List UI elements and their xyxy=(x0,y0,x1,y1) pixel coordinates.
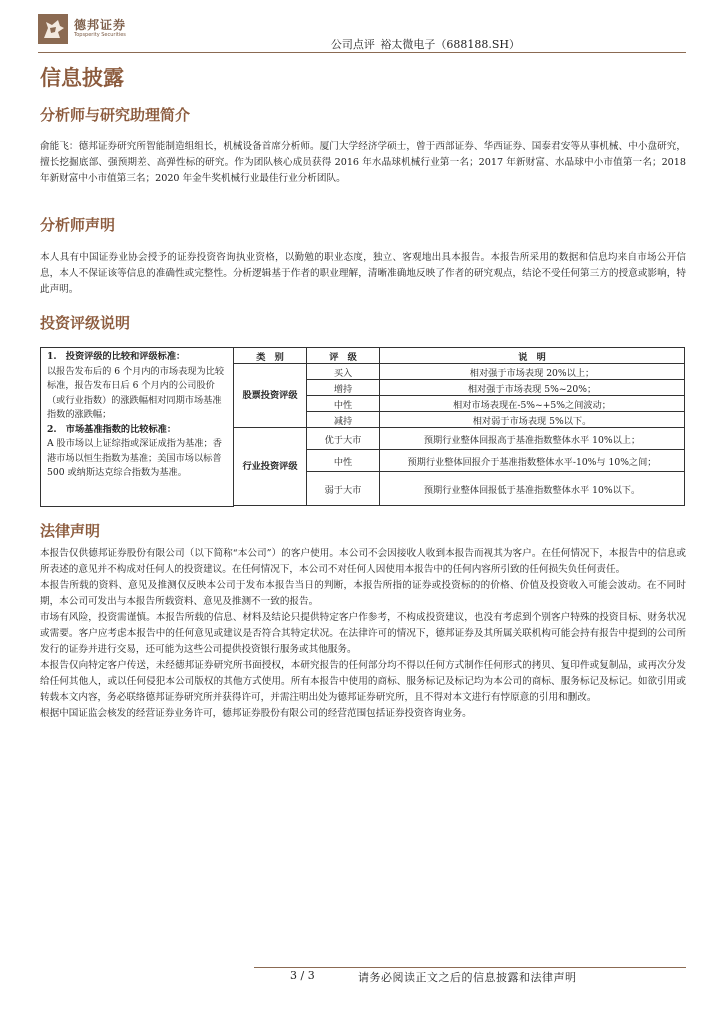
criteria-heading-2: 2. 市场基准指数的比较标准： xyxy=(47,423,177,435)
criteria-text-2: A 股市场以上证综指或深证成指为基准；香港市场以恒生指数为基准；美国市场以标普 500 或纳斯达克综合指数为基准。 xyxy=(47,438,222,478)
legal-paragraph: 根据中国证监会核发的经营证券业务许可，德邦证券股份有限公司的经营范围包括证券投资咨询业务。 xyxy=(40,708,472,719)
page-title: 信息披露 xyxy=(40,65,124,90)
report-header xyxy=(329,36,520,52)
brand-name-en: Topsperity Securities xyxy=(74,32,126,38)
footer-divider xyxy=(254,967,686,968)
company-name: 裕太微电子 xyxy=(380,38,436,51)
stock-grade-underweight: 减持 xyxy=(307,412,380,428)
industry-rating-category: 行业投资评级 xyxy=(234,428,307,506)
analyst-intro-text xyxy=(40,139,686,187)
industry-grade-outperform: 优于大市 xyxy=(307,428,380,450)
analyst-statement-text xyxy=(40,250,686,298)
stock-grade-overweight: 增持 xyxy=(307,380,380,396)
rating-criteria-cell xyxy=(41,348,234,507)
header-divider xyxy=(38,52,686,53)
analyst-intro-title: 分析师与研究助理简介 xyxy=(40,106,191,124)
brand-name-cn: 德邦证券 xyxy=(74,18,127,32)
brand-logo xyxy=(38,14,148,44)
stock-desc-overweight: 相对强于市场表现 5%~20%； xyxy=(380,380,685,396)
criteria-heading-1: 1. 投资评级的比较和评级标准： xyxy=(47,351,186,362)
column-header-grade: 评 级 xyxy=(307,348,380,364)
column-header-category: 类 别 xyxy=(234,348,307,364)
industry-desc-neutral: 预期行业整体回报介于基准指数整体水平-10%与 10%之间； xyxy=(380,450,685,472)
page-number: 3 / 3 xyxy=(290,969,315,982)
legal-paragraph: 本报告仅向特定客户传送，未经德邦证券研究所书面授权，本研究报告的任何部分均不得以任何方式制作任何形式的拷贝、复印件或复制品，或再次分发给任何其他人，或以任何侵犯本公司版权的其他方式使用。所有本报告中使用的商标、服务标记及标记均为本公司的商标、服务标记及标记。如欲引用或转载本文内容，务必联络德邦证券研究所并获得许可，并需注明出处为德邦证券研究所，且不得对本文进行有悖原意的引用和删改。 xyxy=(40,660,686,703)
industry-grade-underperform: 弱于大市 xyxy=(307,472,380,506)
analyst-intro-paragraph: 俞能飞：德邦证券研究所智能制造组组长，机械设备首席分析师。厦门大学经济学硕士，曾于西部证券、华西证券、国泰君安等从事机械、中小盘研究，擅长挖掘底部、强预期差、高弹性标的研究。作为团队核心成员获得 2016 年水晶球机械行业第一名；2017 年新财富、水晶球中小市值第一名；2018 年新财富中小市值第三名；2020 年金牛奖机械行业最佳行业分析团队。 xyxy=(40,141,686,184)
stock-desc-underweight: 相对弱于市场表现 5%以下。 xyxy=(380,412,685,428)
report-type: 公司点评 xyxy=(330,38,375,51)
legal-title: 法律声明 xyxy=(40,522,101,540)
industry-grade-neutral: 中性 xyxy=(307,450,380,472)
logo-mark-icon xyxy=(38,14,68,44)
industry-desc-underperform: 预期行业整体回报低于基准指数整体水平 10%以下。 xyxy=(380,472,685,506)
criteria-text-1: 以报告发布后的 6 个月内的市场表现为比较标准，报告发布日后 6 个月内的公司股价（或行业指数）的涨跌幅相对同期市场基准指数的涨跌幅； xyxy=(47,365,225,420)
legal-text xyxy=(40,546,686,722)
stock-rating-category: 股票投资评级 xyxy=(234,364,307,428)
ticker: （688188.SH） xyxy=(435,38,520,51)
industry-desc-outperform: 预期行业整体回报高于基准指数整体水平 10%以上； xyxy=(380,428,685,450)
analyst-statement-paragraph: 本人具有中国证券业协会授予的证券投资咨询执业资格，以勤勉的职业态度，独立、客观地出具本报告。本报告所采用的数据和信息均来自市场公开信息，本人不保证该等信息的准确性或完整性。分析逻辑基于作者的职业理解，清晰准确地反映了作者的研究观点，结论不受任何第三方的授意或影响，特此声明。 xyxy=(40,252,686,295)
legal-paragraph: 本报告仅供德邦证券股份有限公司（以下简称“本公司”）的客户使用。本公司不会因接收人收到本报告而视其为客户。在任何情况下，本报告中的信息或所表述的意见并不构成对任何人的投资建议。在任何情况下，本公司不对任何人因使用本报告中的任何内容所引致的任何损失负任何责任。 xyxy=(40,548,686,575)
legal-paragraph: 市场有风险，投资需谨慎。本报告所载的信息、材料及结论只提供特定客户作参考，不构成投资建议，也没有考虑到个别客户特殊的投资目标、财务状况或需要。客户应考虑本报告中的任何意见或建议是否符合其特定状况。在法律许可的情况下，德邦证券及其所属关联机构可能会持有报告中提到的公司所发行的证券并进行交易，还可能为这些公司提供投资银行服务或其他服务。 xyxy=(40,612,686,655)
stock-grade-neutral: 中性 xyxy=(307,396,380,412)
stock-grade-buy: 买入 xyxy=(307,364,380,380)
column-header-description: 说 明 xyxy=(380,348,685,364)
stock-desc-neutral: 相对市场表现在-5%~+5%之间波动； xyxy=(380,396,685,412)
analyst-statement-title: 分析师声明 xyxy=(40,216,116,234)
rating-table xyxy=(40,347,685,507)
legal-paragraph: 本报告所载的资料、意见及推测仅反映本公司于发布本报告当日的判断，本报告所指的证券或投资标的的价格、价值及投资收入可能会波动。在不同时期，本公司可发出与本报告所载资料、意见及推测不一致的报告。 xyxy=(40,580,686,607)
rating-title: 投资评级说明 xyxy=(40,314,131,332)
footer-note: 请务必阅读正文之后的信息披露和法律声明 xyxy=(358,971,577,984)
stock-desc-buy: 相对强于市场表现 20%以上； xyxy=(380,364,685,380)
